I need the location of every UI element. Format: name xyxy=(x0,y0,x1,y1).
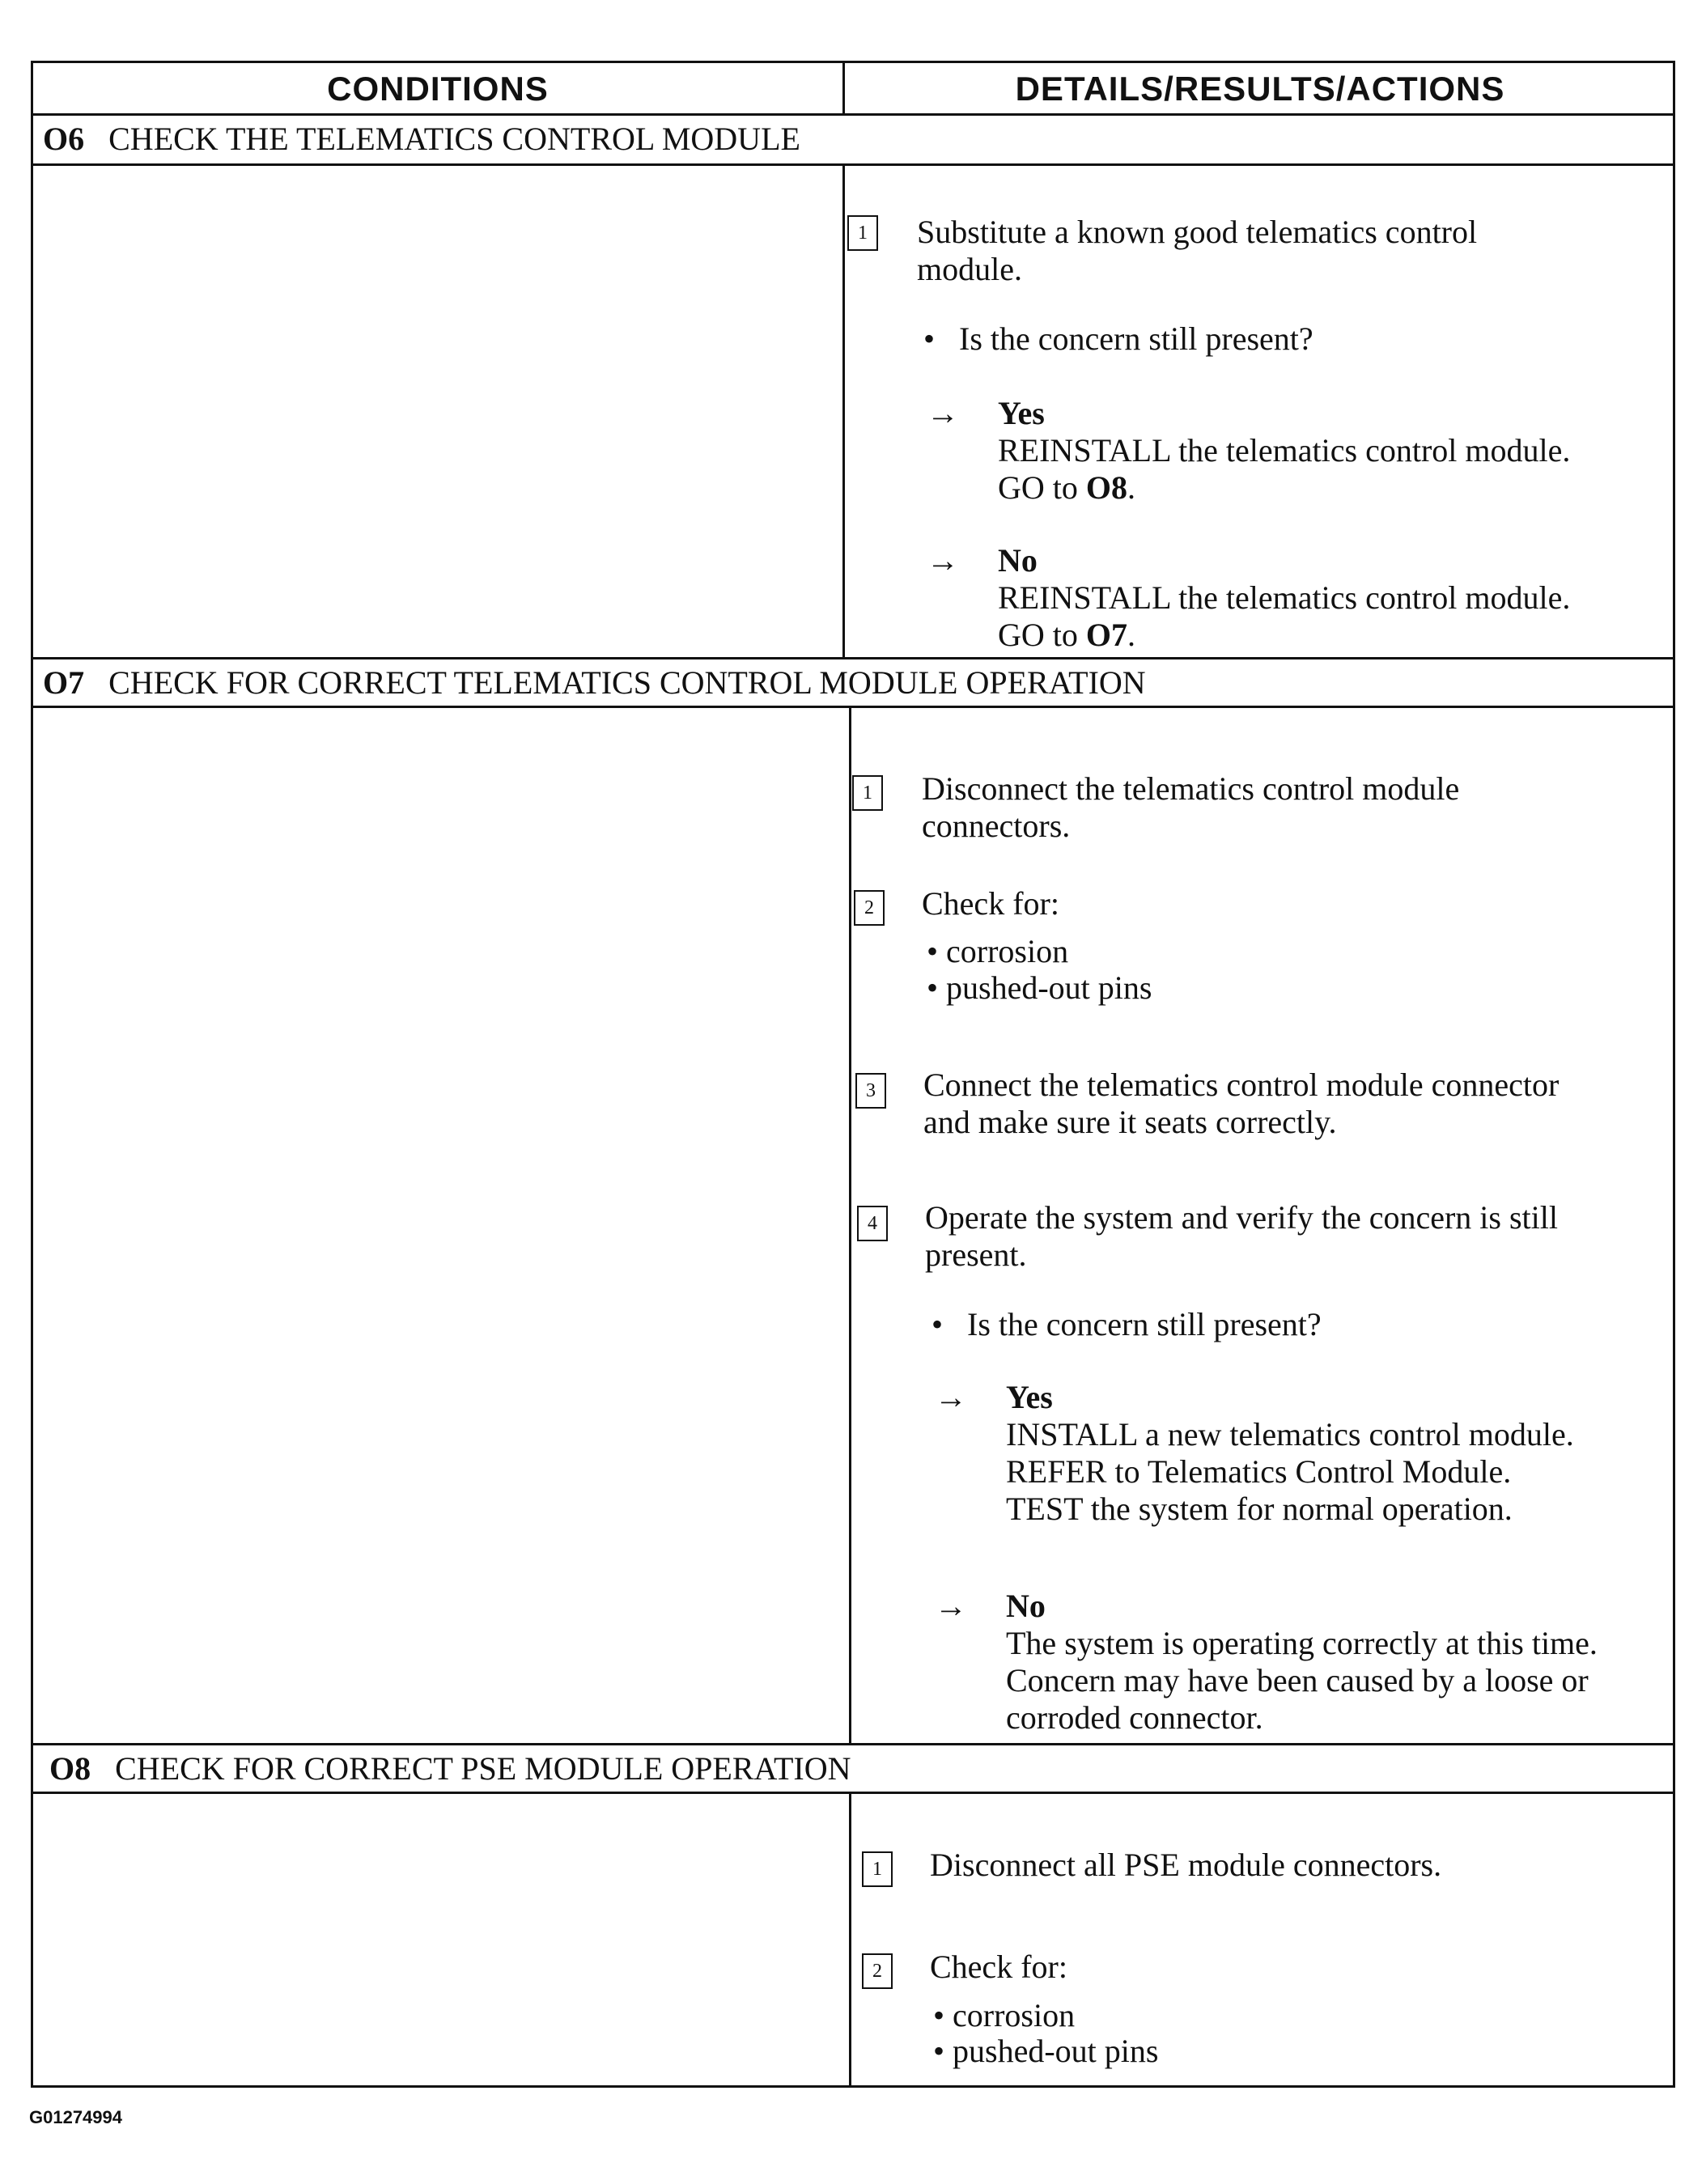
section-title-o7: O7 CHECK FOR CORRECT TELEMATICS CONTROL MODULE OPERATION xyxy=(43,664,1146,701)
step-number-box: 2 xyxy=(862,1953,893,1989)
section-title-o8: O8 CHECK FOR CORRECT PSE MODULE OPERATION xyxy=(49,1750,851,1787)
header-details: DETAILS/RESULTS/ACTIONS xyxy=(1015,70,1505,108)
no-result: No REINSTALL the telematics control module. GO to O7. xyxy=(998,542,1571,653)
bullet-item: • pushed-out pins xyxy=(933,2033,1159,2069)
question: • Is the concern still present? xyxy=(923,320,1313,357)
arrow-icon: → xyxy=(927,395,959,431)
yes-result: Yes INSTALL a new telematics control module. REFER to Telematics Control Module. TEST the system for normal operation. xyxy=(1006,1379,1574,1527)
step-number-box: 2 xyxy=(854,890,885,926)
section-id-o6: O6 xyxy=(43,121,85,157)
header-rule xyxy=(33,113,1673,116)
step-text: Substitute a known good telematics control module. xyxy=(917,214,1478,287)
section-id-o7: O7 xyxy=(43,664,85,701)
yes-result: Yes REINSTALL the telematics control module. GO to O8. xyxy=(998,395,1571,506)
step-text: Operate the system and verify the concern is still present. xyxy=(925,1199,1558,1273)
arrow-icon: → xyxy=(935,1379,967,1415)
step-text: Disconnect all PSE module connectors. xyxy=(930,1847,1442,1883)
no-result: No The system is operating correctly at this time. Concern may have been caused by a loose or corroded connector. xyxy=(1006,1588,1598,1736)
question: • Is the concern still present? xyxy=(932,1306,1322,1342)
section-id-o8: O8 xyxy=(49,1750,91,1787)
step-number-box: 4 xyxy=(857,1206,888,1241)
step-number-box: 1 xyxy=(852,775,883,811)
step-text: Check for: xyxy=(922,885,1059,922)
arrow-icon: → xyxy=(927,542,959,579)
header-divider xyxy=(842,63,845,113)
bullet-item: • corrosion xyxy=(933,1997,1076,2033)
step-number-box: 1 xyxy=(847,215,878,251)
arrow-icon: → xyxy=(935,1588,967,1624)
section-title-o6: O6 CHECK THE TELEMATICS CONTROL MODULE xyxy=(43,121,800,157)
step-number-box: 1 xyxy=(862,1851,893,1887)
bullet-item: • pushed-out pins xyxy=(927,969,1152,1006)
step-text: Check for: xyxy=(930,1949,1067,1985)
figure-id: G01274994 xyxy=(29,2107,122,2127)
diagnostic-table xyxy=(31,61,1675,2088)
step-number-box: 3 xyxy=(855,1073,886,1109)
bullet-item: • corrosion xyxy=(927,933,1069,969)
step-text: Connect the telematics control module connector and make sure it seats correctly. xyxy=(923,1067,1560,1140)
step-text: Disconnect the telematics control module connectors. xyxy=(922,770,1460,844)
header-conditions: CONDITIONS xyxy=(327,70,549,108)
